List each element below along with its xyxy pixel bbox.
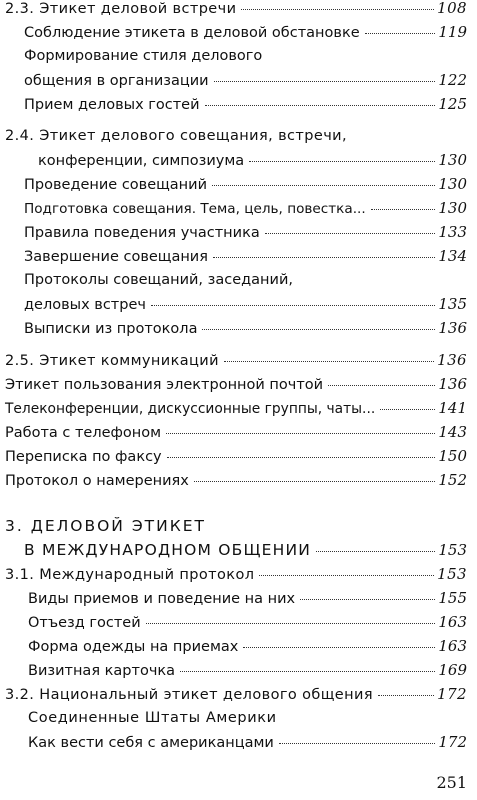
toc-entry-title: Подготовка совещания. Тема, цель, повестка... — [24, 201, 366, 217]
toc-entry — [24, 70, 467, 91]
toc-entry-page: 172 — [438, 733, 467, 751]
dot-leader — [243, 647, 435, 648]
toc-entry-title: Отъезд гостей — [28, 615, 141, 631]
toc-entry-page: 152 — [438, 471, 467, 489]
toc-entry-title: Визитная карточка — [28, 663, 176, 679]
toc-entry-page: 122 — [438, 71, 467, 89]
toc-entry — [28, 636, 467, 657]
toc-entry — [28, 660, 467, 681]
toc-entry-title: Правила поведения участника — [24, 225, 260, 241]
toc-entry-title: Завершение совещания — [24, 249, 208, 265]
toc-entry-page: 155 — [438, 589, 467, 607]
dot-leader — [265, 233, 436, 234]
dot-leader — [166, 433, 435, 434]
toc-entry-title: Соблюдение этикета в деловой обстановке — [24, 25, 360, 41]
toc-entry-title: 2.4. Этикет делового совещания, встречи, — [5, 128, 347, 144]
toc-entry-title: Телеконференции, дискуссионные группы, чаты... — [5, 401, 376, 417]
toc-entry-title: деловых встреч — [24, 297, 146, 313]
toc-entry-page: 150 — [438, 447, 467, 465]
toc-entry — [5, 126, 347, 146]
dot-leader — [371, 209, 436, 210]
toc-entry-title: 3. ДЕЛОВОЙ ЭТИКЕТ — [5, 517, 206, 535]
toc-entry-title: Протоколы совещаний, заседаний, — [24, 272, 293, 288]
toc-entry-page: 163 — [438, 637, 467, 655]
dot-leader — [213, 257, 435, 258]
toc-entry — [5, 684, 467, 705]
dot-leader — [241, 9, 434, 10]
toc-entry-title: Работа с телефоном — [5, 425, 162, 441]
dot-leader — [259, 575, 434, 576]
chapter-heading — [24, 540, 467, 560]
dot-leader — [224, 361, 434, 362]
toc-entry-page: 169 — [438, 661, 467, 679]
dot-leader — [380, 409, 435, 410]
dot-leader — [316, 551, 435, 552]
toc-entry — [24, 22, 467, 43]
toc-entry-page: 130 — [438, 199, 467, 217]
toc-entry — [24, 318, 467, 339]
toc-entry-page: 172 — [437, 685, 467, 703]
dot-leader — [205, 105, 436, 106]
toc-entry-page: 133 — [438, 223, 467, 241]
toc-entry-title: Соединенные Штаты Америки — [28, 710, 277, 726]
dot-leader — [194, 481, 436, 482]
toc-entry — [5, 398, 467, 419]
toc-entry-page: 119 — [438, 23, 467, 41]
toc-entry — [5, 446, 467, 467]
dot-leader — [146, 623, 436, 624]
page-number: 251 — [436, 773, 467, 792]
toc-entry — [28, 708, 277, 728]
toc-entry — [5, 350, 467, 371]
toc-entry-title: Этикет пользования электронной почтой — [5, 377, 324, 393]
toc-entry-page: 135 — [438, 295, 467, 313]
toc-entry — [28, 588, 467, 609]
toc-entry-page: 163 — [438, 613, 467, 631]
toc-entry — [24, 198, 467, 219]
dot-leader — [167, 457, 436, 458]
toc-entry — [5, 422, 467, 443]
toc-entry — [24, 270, 293, 290]
toc-entry-page: 136 — [438, 319, 467, 337]
toc-entry-page: 130 — [438, 175, 467, 193]
toc-entry-title: Проведение совещаний — [24, 177, 208, 193]
toc-entry-title: 2.3. Этикет деловой встречи — [5, 1, 237, 17]
dot-leader — [279, 743, 436, 744]
toc-entry-page: 136 — [437, 351, 467, 369]
toc-entry — [5, 470, 467, 491]
toc-entry-title: Виды приемов и поведение на них — [28, 591, 296, 607]
dot-leader — [365, 33, 436, 34]
toc-entry — [24, 246, 467, 267]
toc-entry-title: конференции, симпозиума — [38, 153, 245, 169]
dot-leader — [202, 329, 435, 330]
dot-leader — [328, 385, 435, 386]
dot-leader — [214, 81, 436, 82]
toc-entry-page: 130 — [438, 151, 467, 169]
toc-entry-title: Формирование стиля делового — [24, 48, 263, 64]
toc-entry — [24, 222, 467, 243]
toc-entry-page: 141 — [438, 399, 467, 417]
toc-entry-page: 153 — [437, 565, 467, 583]
toc-entry — [24, 94, 467, 115]
toc-entry — [24, 46, 262, 66]
dot-leader — [378, 695, 434, 696]
toc-entry — [24, 294, 467, 315]
dot-leader — [300, 599, 435, 600]
dot-leader — [249, 161, 435, 162]
toc-entry-title: Форма одежды на приемах — [28, 639, 239, 655]
toc-entry-title: 3.2. Национальный этикет делового общения — [5, 687, 373, 703]
dot-leader — [151, 305, 435, 306]
toc-entry — [5, 374, 467, 395]
toc-entry-page: 153 — [438, 541, 467, 559]
toc-entry-title: Прием деловых гостей — [24, 97, 200, 113]
toc-entry — [5, 0, 467, 19]
toc-entry-title: В МЕЖДУНАРОДНОМ ОБЩЕНИИ — [24, 541, 312, 559]
toc-entry-title: Выписки из протокола — [24, 321, 198, 337]
toc-entry-title: Переписка по факсу — [5, 449, 162, 465]
toc-entry-title: Протокол о намерениях — [5, 473, 189, 489]
toc-entry — [24, 174, 467, 195]
toc-entry — [28, 612, 467, 633]
dot-leader — [180, 671, 435, 672]
toc-entry — [38, 150, 467, 171]
chapter-heading — [5, 516, 206, 536]
toc-entry-page: 125 — [438, 95, 467, 113]
toc-entry-page: 108 — [437, 0, 467, 17]
toc-entry-page: 134 — [438, 247, 467, 265]
toc-entry-title: 2.5. Этикет коммуникаций — [5, 353, 219, 369]
toc-entry-title: Как вести себя с американцами — [28, 735, 274, 751]
toc-entry-title: общения в организации — [24, 73, 209, 89]
toc-entry-page: 136 — [438, 375, 467, 393]
toc-entry-page: 143 — [438, 423, 467, 441]
toc-entry — [5, 564, 467, 585]
toc-entry — [28, 732, 467, 753]
toc-entry-title: 3.1. Международный протокол — [5, 567, 255, 583]
dot-leader — [212, 185, 435, 186]
